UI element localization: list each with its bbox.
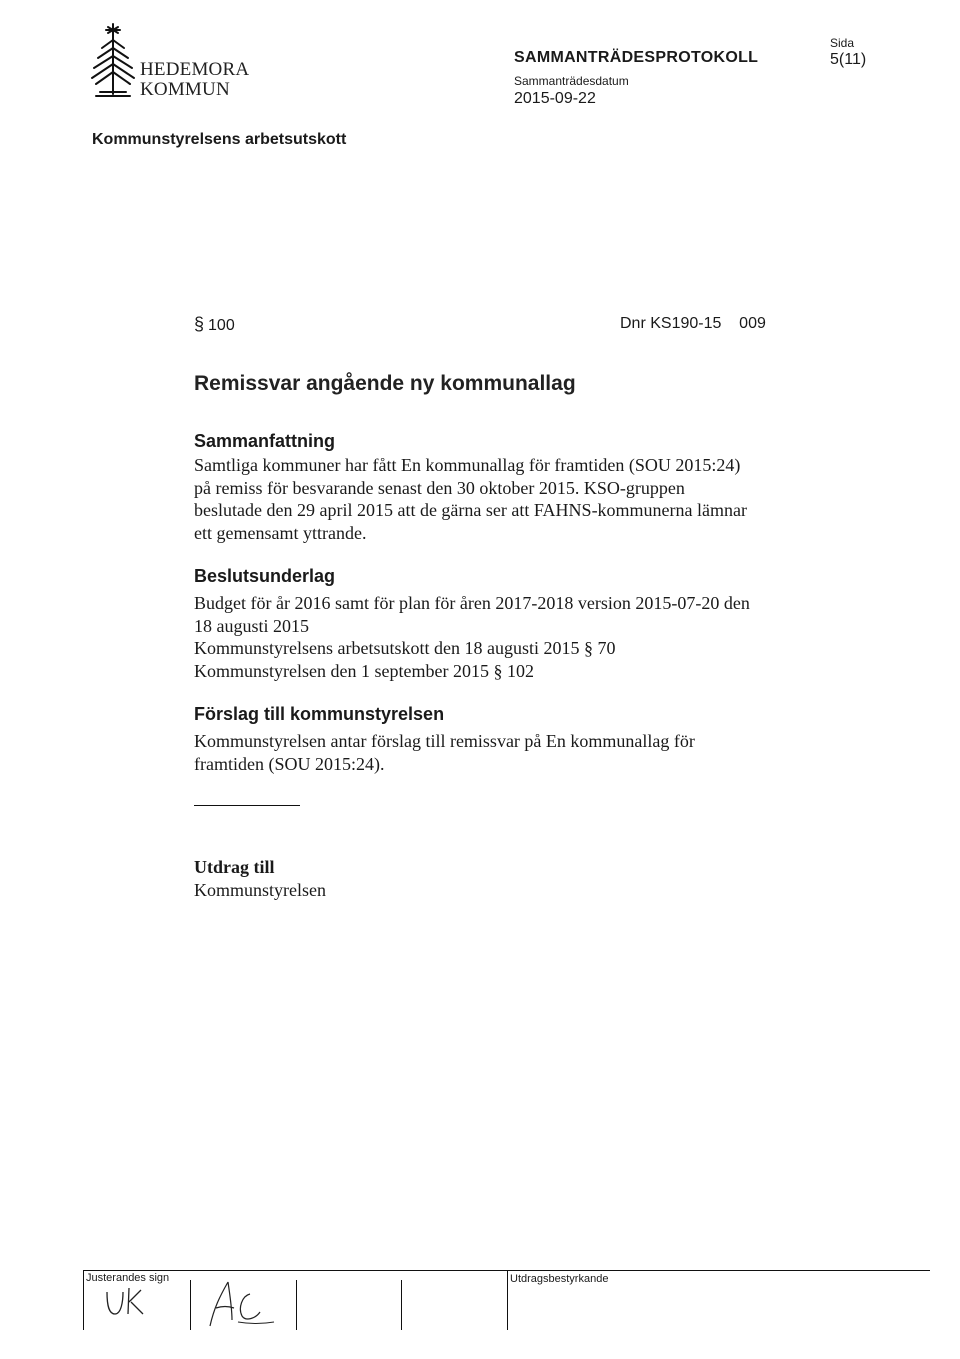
- basis-text: [194, 592, 824, 683]
- summary-heading: Sammanfattning: [194, 431, 336, 451]
- proposal-heading: Förslag till kommunstyrelsen: [194, 704, 445, 724]
- summary-text: [194, 454, 824, 545]
- committee-name: Kommunstyrelsens arbetsutskott: [92, 131, 347, 148]
- logo-text-line1: HEDEMORA: [140, 59, 250, 80]
- handwritten-initials-2: [198, 1278, 288, 1330]
- proposal-text: [194, 730, 824, 775]
- section-number-value: 100: [208, 317, 235, 334]
- summary-line: beslutade den 29 april 2015 att de gärna ser att FAHNS-kommunerna lämnar: [194, 500, 748, 521]
- handwritten-initials-1: [101, 1282, 161, 1322]
- extract-recipient: Kommunstyrelsen: [194, 880, 326, 900]
- document-type: SAMMANTRÄDESPROTOKOLL: [514, 49, 759, 66]
- proposal-line: framtiden (SOU 2015:24).: [194, 753, 385, 774]
- municipality-logo: [86, 22, 250, 100]
- tree-emblem-icon: [86, 22, 140, 98]
- page-title: Remissvar angående ny kommunallag: [194, 372, 576, 395]
- footer-divider: [190, 1280, 191, 1330]
- certification-label: Utdragsbestyrkande: [510, 1273, 609, 1285]
- extract-heading: Utdrag till: [194, 857, 275, 877]
- paragraph-sign: §: [194, 314, 205, 334]
- basis-heading: Beslutsunderlag: [194, 566, 336, 586]
- summary-line: på remiss för besvarande senast den 30 oktober 2015. KSO-gruppen: [194, 477, 685, 498]
- page-number: 5(11): [830, 51, 867, 68]
- signature-label: Justerandes sign: [86, 1272, 170, 1284]
- basis-line: Budget för år 2016 samt för plan för åren 2017-2018 version 2015-07-20 den: [194, 593, 750, 613]
- basis-line: 18 augusti 2015: [194, 615, 309, 636]
- section-divider: [194, 805, 300, 806]
- page-label: Sida: [830, 36, 855, 50]
- meeting-date-value: 2015-09-22: [514, 90, 596, 107]
- diary-number: Dnr KS190-15 009: [620, 315, 766, 332]
- footer-divider: [401, 1280, 402, 1330]
- signature-footer: [83, 1270, 930, 1330]
- section-number: [194, 314, 235, 335]
- proposal-line: Kommunstyrelsen antar förslag till remissvar på En kommunallag för: [194, 731, 695, 751]
- basis-line: Kommunstyrelsen den 1 september 2015 § 102: [194, 661, 534, 682]
- logo-text-line2: KOMMUN: [140, 79, 230, 100]
- footer-divider: [507, 1270, 508, 1330]
- basis-line: Kommunstyrelsens arbetsutskott den 18 augusti 2015 § 70: [194, 638, 616, 659]
- summary-line: Samtliga kommuner har fått En kommunallag för framtiden (SOU 2015:24): [194, 455, 741, 475]
- footer-divider: [296, 1280, 297, 1330]
- summary-line: ett gemensamt yttrande.: [194, 523, 367, 544]
- meeting-date-label: Sammanträdesdatum: [514, 74, 629, 88]
- footer-divider: [83, 1270, 84, 1330]
